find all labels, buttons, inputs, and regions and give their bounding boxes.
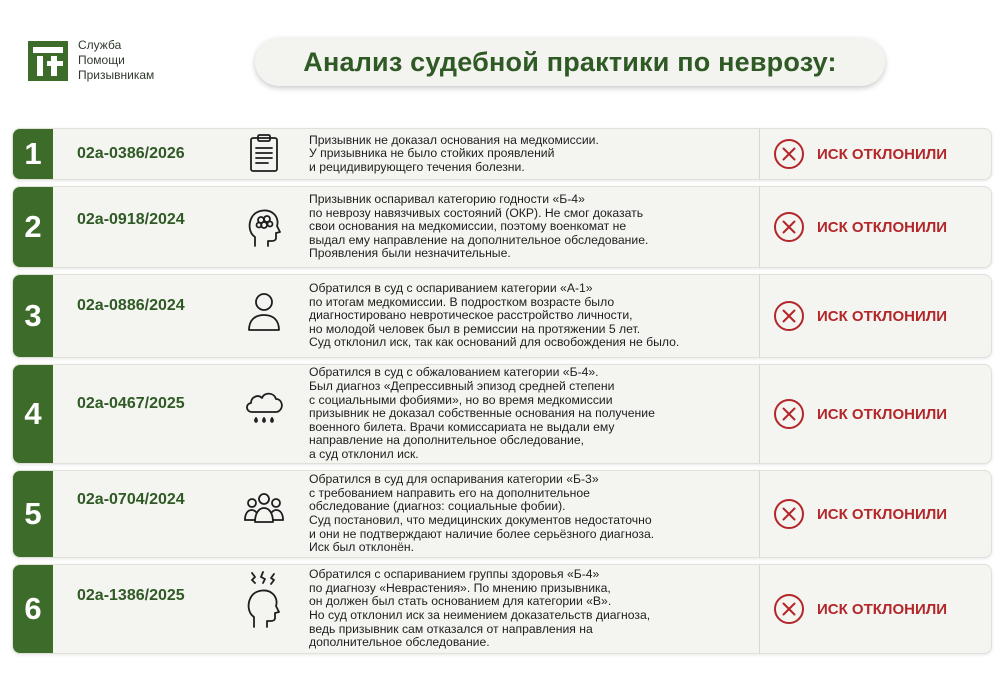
case-number: 02а-0918/2024 xyxy=(77,211,185,228)
verdict-label: ИСК ОТКЛОНИЛИ xyxy=(817,405,948,423)
verdict-label: ИСК ОТКЛОНИЛИ xyxy=(817,600,948,618)
rejected-x-icon xyxy=(773,398,805,430)
case-row xyxy=(12,186,992,268)
row-number: 3 xyxy=(13,275,53,357)
verdict xyxy=(773,471,947,557)
rejected-x-icon xyxy=(773,138,805,170)
case-number: 02а-1386/2025 xyxy=(77,587,185,604)
case-number: 02а-0704/2024 xyxy=(77,491,185,508)
person-icon xyxy=(241,289,287,335)
row-number: 5 xyxy=(13,471,53,557)
case-number: 02а-0467/2025 xyxy=(77,395,185,412)
case-row xyxy=(12,364,992,464)
verdict xyxy=(773,275,947,357)
rejected-x-icon xyxy=(773,498,805,530)
case-description: Обратился с оспариванием группы здоровья «Б-4» по диагнозу «Неврастения». По мнению призывника, он должен был стать основанием для категории «В». Но суд отклонил иск за неимением доказательств диагноза, ведь призывник сам отказался от направления на дополнительное обследование. xyxy=(309,567,651,650)
case-row xyxy=(12,564,992,654)
verdict xyxy=(773,129,947,179)
divider xyxy=(759,471,760,557)
row-number: 2 xyxy=(13,187,53,267)
row-number: 4 xyxy=(13,365,53,463)
verdict xyxy=(773,187,947,267)
verdict xyxy=(773,365,947,463)
case-description: Обратился в суд с оспариванием категории «А-1» по итогам медкомиссии. В подростком возрасте было диагностировано невротическое расстройство личности, но молодой человек был в ремиссии на протяжении 5 лет. Суд отклонил иск, так как оснований для освобождения не было. xyxy=(309,281,680,350)
rejected-x-icon xyxy=(773,300,805,332)
logo-line-2: Помощи xyxy=(78,53,125,67)
divider xyxy=(759,365,760,463)
case-row xyxy=(12,128,992,180)
logo xyxy=(28,38,188,88)
case-number: 02а-0886/2024 xyxy=(77,297,185,314)
logo-line-3: Призывникам xyxy=(78,68,155,82)
clipboard-icon xyxy=(241,131,287,177)
case-description: Обратился в суд с обжалованием категории «Б-4». Был диагноз «Депрессивный эпизод средней степени с социальными фобиями», но во время медкомиссии призывник не доказал собственные основания на получение военного билета. Врачи комиссариата не выдали ему направление на дополнительное обследование, а суд отклонил иск. xyxy=(309,365,655,461)
verdict-label: ИСК ОТКЛОНИЛИ xyxy=(817,218,948,236)
case-row xyxy=(12,470,992,558)
verdict-label: ИСК ОТКЛОНИЛИ xyxy=(817,505,948,523)
stressed-head-icon xyxy=(241,571,287,629)
verdict-label: ИСК ОТКЛОНИЛИ xyxy=(817,307,948,325)
rejected-x-icon xyxy=(773,211,805,243)
case-description: Призывник не доказал основания на медкомиссии. У призывника не было стойких проявлений и рецидивирующего течения болезни. xyxy=(309,132,599,174)
logo-mark-icon xyxy=(28,41,68,81)
rejected-x-icon xyxy=(773,593,805,625)
verdict-label: ИСК ОТКЛОНИЛИ xyxy=(817,145,948,163)
verdict xyxy=(773,565,947,653)
rain-cloud-icon xyxy=(241,385,287,431)
group-icon xyxy=(241,486,287,532)
divider xyxy=(759,187,760,267)
case-row xyxy=(12,274,992,358)
divider xyxy=(759,275,760,357)
row-number: 6 xyxy=(13,565,53,653)
row-number: 1 xyxy=(13,129,53,179)
page-title: Анализ судебной практики по неврозу: xyxy=(255,38,885,86)
logo-line-1: Служба xyxy=(78,38,122,52)
divider xyxy=(759,129,760,179)
case-number: 02а-0386/2026 xyxy=(77,145,185,162)
case-description: Обратился в суд для оспаривания категории «Б-3» с требованием направить его на дополнительное обследование (диагноз: социальные фобии). Суд постановил, что медицинских документов недостаточно и они не подтверждают наличие более серьёзного диагноза. Иск был отклонён. xyxy=(309,472,655,555)
head-brain-icon xyxy=(241,204,287,250)
case-description: Призывник оспаривал категорию годности «Б-4» по неврозу навязчивых состояний (ОКР). Не смог доказать свои основания на медкомиссии, поэтому военкомат не выдал ему направление на дополнительное обследование. Проявления были незначительные. xyxy=(309,192,649,261)
divider xyxy=(759,565,760,653)
logo-text xyxy=(78,38,154,83)
